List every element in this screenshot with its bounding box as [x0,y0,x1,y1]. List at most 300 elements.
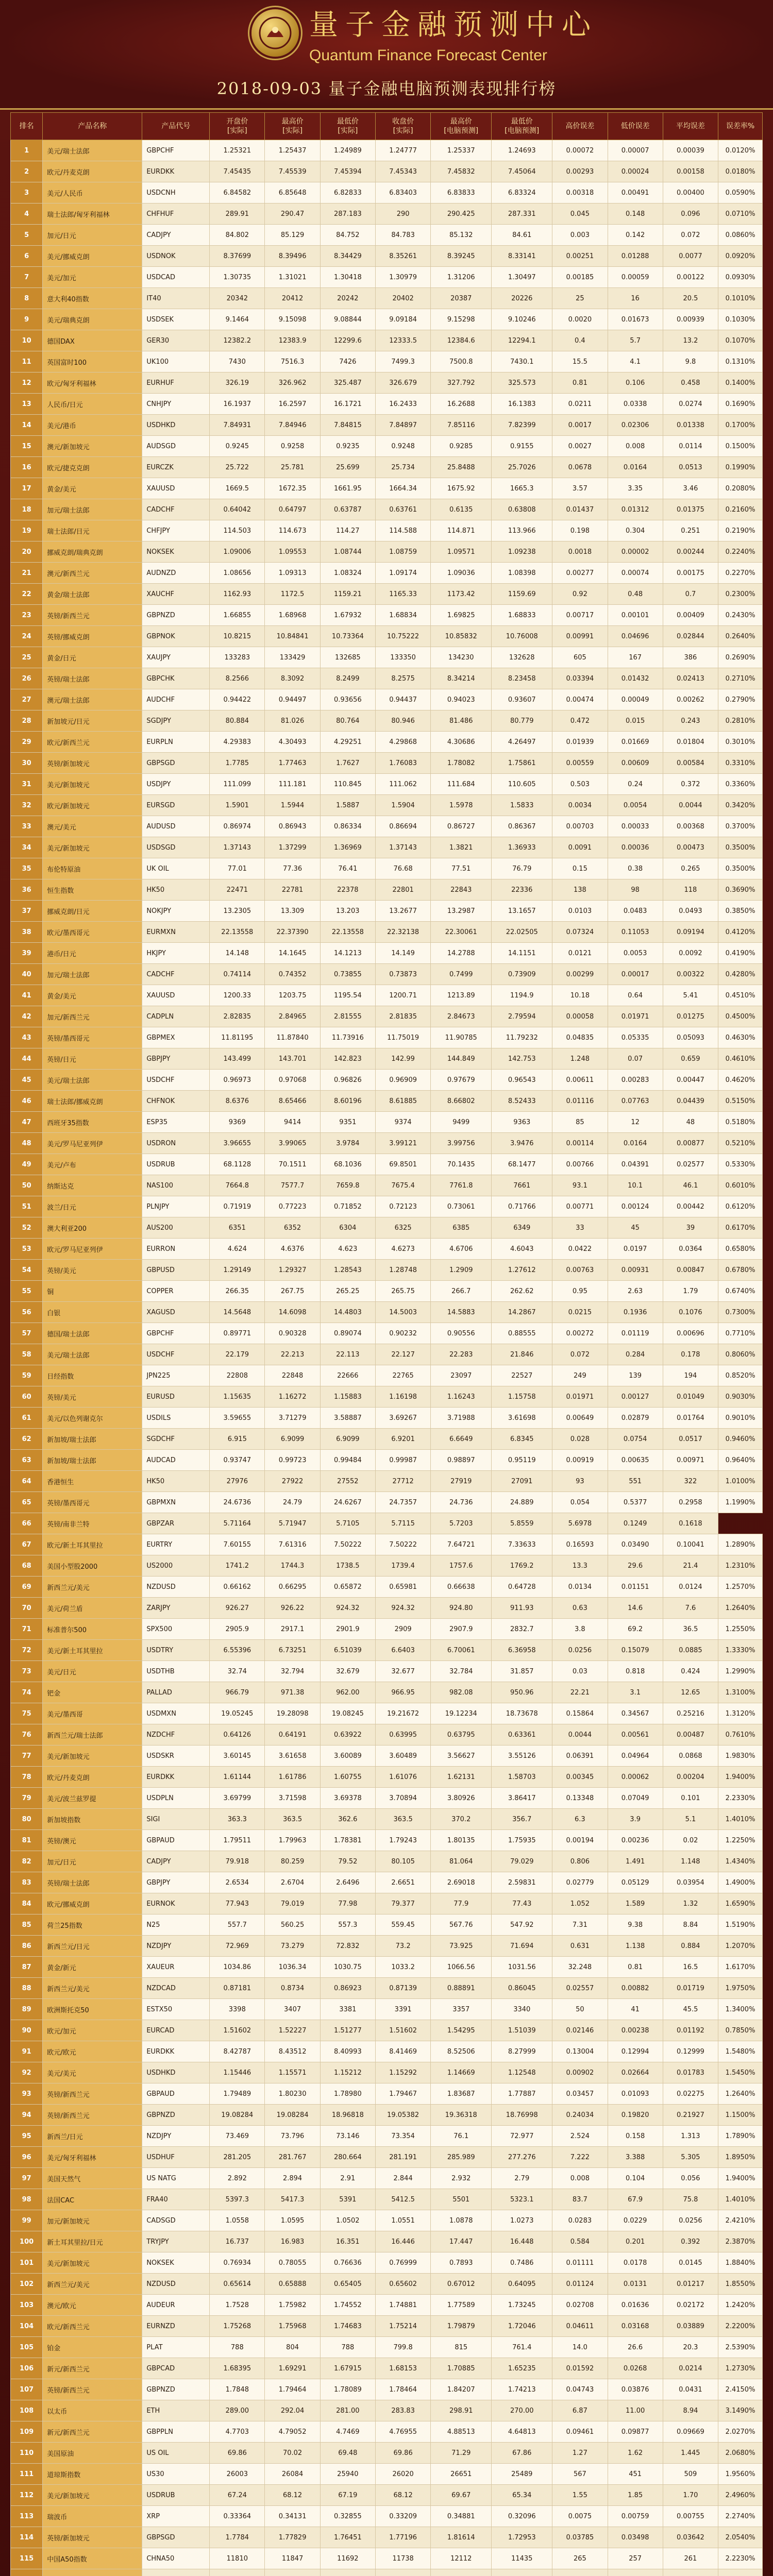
table-cell: 4.30493 [265,732,320,753]
table-cell: 2.79 [492,2168,552,2189]
table-cell: 0.0214 [663,2358,718,2379]
table-cell: 7675.4 [375,1175,430,1196]
table-row [11,1027,763,1048]
table-cell: 79.029 [492,1851,552,1872]
table-cell: 16.2597 [265,394,320,415]
table-cell: 11435 [492,2548,552,2569]
table-cell: 1.78381 [320,1830,375,1851]
table-cell: 8.2575 [375,668,430,689]
table-cell: 6.73251 [265,1640,320,1661]
table-cell: 57 [11,1323,43,1344]
table-cell: 1.77829 [265,2527,320,2548]
table-cell: 322 [663,1471,718,1492]
table-cell: 11692 [320,2548,375,2569]
table-cell: 0.15 [552,858,608,879]
table-cell: 144.849 [431,1048,492,1070]
table-cell: 0.104 [608,2168,663,2189]
table-cell: 73.279 [265,1936,320,1957]
table-cell: 5391 [320,2189,375,2210]
table-cell: 1.85 [608,2485,663,2506]
table-cell: 22.213 [265,1344,320,1365]
table-cell: 11.73916 [320,1027,375,1048]
table-cell: UK OIL [142,858,210,879]
table-cell: 7.84931 [210,415,265,436]
table-cell: 0.01673 [608,309,663,330]
table-cell: 71.29 [431,2443,492,2464]
table-cell: 1.28543 [320,1260,375,1281]
table-cell: 0.66162 [210,1577,265,1598]
table-cell: 1.76083 [375,753,430,774]
table-cell: 81.064 [431,1851,492,1872]
table-cell: 22527 [492,1365,552,1386]
table-cell: 68.12 [265,2485,320,2506]
table-row [11,2168,763,2189]
table-cell: 英镑/新西兰元 [43,2379,142,2400]
table-row [11,2252,763,2274]
table-cell: 27922 [265,1471,320,1492]
table-cell: 13.2305 [210,901,265,922]
table-cell: GBPNZD [142,605,210,626]
table-cell: 69.86 [210,2443,265,2464]
table-cell: GBPCAD [142,2358,210,2379]
table-cell: 0.0134 [552,1577,608,1598]
table-cell: 0.0513 [663,457,718,478]
table-cell: 6.8345 [492,1429,552,1450]
table-cell: USDCHF [142,1344,210,1365]
table-cell: 3.71279 [265,1408,320,1429]
table-cell: 0.884 [663,1936,718,1957]
table-cell: 1.8550% [718,2274,763,2295]
table-cell: 2.4150% [718,2379,763,2400]
table-cell: 1.52227 [265,2020,320,2041]
table-row [11,1133,763,1154]
table-cell: 2.91 [320,2168,375,2189]
table-cell: 2 [11,161,43,182]
table-cell: 143.701 [265,1048,320,1070]
table-cell: 8.27999 [492,2041,552,2062]
table-cell: 451 [608,2464,663,2485]
table-cell: 英镑/新西兰元 [43,2083,142,2105]
table-cell: 0.1400% [718,372,763,394]
table-cell: 103 [11,2295,43,2316]
table-row [11,330,763,351]
table-cell: 3.56627 [431,1745,492,1767]
table-cell: 1.24693 [492,140,552,161]
table-cell: 0.1936 [608,1302,663,1323]
table-cell: 20342 [210,288,265,309]
table-cell: 1.6590% [718,1893,763,1914]
table-cell: 19.05382 [375,2105,430,2126]
table-cell: 0.458 [663,372,718,394]
table-cell: 0.07 [608,1048,663,1070]
table-cell: 111.099 [210,774,265,795]
table-cell: 港币/日元 [43,943,142,964]
table-cell: 0.04743 [552,2379,608,2400]
table-row [11,1323,763,1344]
table-cell: 76.41 [320,858,375,879]
table-cell: 0.73061 [431,1196,492,1217]
table-cell: ESP35 [142,1112,210,1133]
table-cell: 7.31 [552,1914,608,1936]
table-cell: 70.1511 [265,1154,320,1175]
table-cell: 142.753 [492,1048,552,1070]
table-cell: COPPER [142,1281,210,1302]
table-cell: 22.13558 [210,922,265,943]
table-cell: XAUEUR [142,1957,210,1978]
table-cell: 1.445 [663,2443,718,2464]
table-cell: 1.24989 [320,140,375,161]
table-cell: 1.73245 [492,2295,552,2316]
table-cell: 1.2730% [718,2358,763,2379]
table-cell: 1.9400% [718,1767,763,1788]
table-cell: 22843 [431,879,492,901]
table-row [11,2443,763,2464]
table-cell: 0.4190% [718,943,763,964]
table-cell: 73 [11,1661,43,1682]
table-cell: 0.01437 [552,499,608,520]
table-cell: GBPCHF [142,140,210,161]
table-cell: 欧元/墨西哥元 [43,922,142,943]
table-cell: 25940 [320,2464,375,2485]
table-cell: 1.2310% [718,1555,763,1577]
table-cell: 0.02664 [608,2062,663,2083]
table-cell: 0.71919 [210,1196,265,1217]
table-cell: 0.63795 [431,1724,492,1745]
table-cell: 25.7026 [492,457,552,478]
table-cell: 0.01275 [663,1006,718,1027]
table-cell: 0.00717 [552,605,608,626]
table-cell: 18 [11,499,43,520]
table-row [11,985,763,1006]
table-cell: 0.64728 [492,1577,552,1598]
table-cell: USDSEK [142,309,210,330]
table-cell: 14.1151 [492,943,552,964]
table-cell: 1.7528 [210,2295,265,2316]
table-cell: 0.0178 [608,2252,663,2274]
table-cell: USDMXN [142,1703,210,1724]
table-cell: 76.1 [431,2126,492,2147]
table-cell: 加元/日元 [43,1851,142,1872]
table-cell: 8.34429 [320,246,375,267]
table-cell: 70 [11,1598,43,1619]
table-cell: 557.7 [210,1914,265,1936]
table-cell: 新加坡/瑞士法郎 [43,1450,142,1471]
table-cell: 7661 [492,1175,552,1196]
table-cell: 8.94 [663,2400,718,2421]
table-cell: 1.148 [663,1851,718,1872]
table-cell: 19.21672 [375,1703,430,1724]
table-cell: 3.60489 [375,1745,430,1767]
table-cell: 67 [11,1534,43,1555]
table-row [11,415,763,436]
table-cell: 22471 [210,879,265,901]
table-cell: 6349 [492,1217,552,1239]
ranking-table-container [10,112,763,2576]
table-cell: 7.84897 [375,415,430,436]
table-cell: 以太币 [43,2400,142,2421]
table-cell: 0.5377 [608,1492,663,1513]
table-cell: 2.894 [265,2168,320,2189]
table-cell: 英镑/新西兰元 [43,2105,142,2126]
table-cell: 0.00158 [663,161,718,182]
table-cell: 0.00072 [552,140,608,161]
table-cell: 10.8215 [210,626,265,647]
table-cell: XAUUSD [142,478,210,499]
table-cell: 20.3 [663,2337,718,2358]
table-cell: 35 [11,858,43,879]
table-cell: 1.5833 [492,795,552,816]
table-cell: 0.5180% [718,1112,763,1133]
table-cell: 0.87139 [375,1978,430,1999]
table-cell: 3.61698 [492,1408,552,1429]
table-cell: EURUSD [142,1386,210,1408]
table-cell: 0.63361 [492,1724,552,1745]
table-cell: 0.1690% [718,394,763,415]
table-row [11,1281,763,1302]
table-cell: 0.16593 [552,1534,608,1555]
table-cell: 0.03490 [608,1534,663,1555]
table-cell: ESTX50 [142,1999,210,2020]
table-cell: 167 [608,647,663,668]
table-row [11,1851,763,1872]
table-cell: 1.31206 [431,267,492,288]
table-cell: 77.9 [431,1893,492,1914]
table-cell: 7.84815 [320,415,375,436]
table-row [11,2126,763,2147]
table-cell: 3.388 [608,2147,663,2168]
table-cell: 6.83324 [492,182,552,204]
table-cell: NOKJPY [142,901,210,922]
table-cell: 1036.34 [265,1957,320,1978]
table-cell: 7.33633 [492,1534,552,1555]
table-cell: 3.61658 [265,1745,320,1767]
table-cell: 0.00244 [663,541,718,563]
table-cell: 23 [11,605,43,626]
table-cell: 4.79052 [265,2421,320,2443]
table-cell: 16.983 [265,2231,320,2252]
table-cell: 132628 [492,647,552,668]
table-cell: 0.4610% [718,1048,763,1070]
table-cell: 7577.7 [265,1175,320,1196]
table-cell: 0.86943 [265,816,320,837]
table-row [11,2295,763,2316]
table-cell: 0.0860% [718,225,763,246]
table-cell: 0.48 [608,584,663,605]
table-row [11,1260,763,1281]
table-cell: 0.0364 [663,1239,718,1260]
table-cell: 0.65981 [375,1577,430,1598]
table-cell: 54 [11,1260,43,1281]
table-cell: 356.7 [492,1809,552,1830]
table-cell: 1.65235 [492,2358,552,2379]
table-cell: 12 [608,1112,663,1133]
table-cell: 0.198 [552,520,608,541]
column-header: 最高价 [实际] [265,113,320,140]
table-cell: 326.19 [210,372,265,394]
table-cell: USDTHB [142,1661,210,1682]
table-cell: 53 [11,1239,43,1260]
table-cell: 11847 [265,2548,320,2569]
table-cell: 2.4210% [718,2210,763,2231]
table-cell: 0.03876 [608,2379,663,2400]
table-cell: 1.75935 [492,1830,552,1851]
table-cell: 0.00017 [608,964,663,985]
table-row [11,1154,763,1175]
table-row [11,1534,763,1555]
table-cell: 16.2433 [375,394,430,415]
table-cell: 8.52433 [492,1091,552,1112]
table-cell: 1.7784 [210,2527,265,2548]
table-cell: 0.9258 [265,436,320,457]
table-cell: 1.75968 [265,2316,320,2337]
table-cell: 0.0017 [552,415,608,436]
table-cell: 280.664 [320,2147,375,2168]
table-cell: 人民币/日元 [43,394,142,415]
table-cell: 79.52 [320,1851,375,1872]
table-cell: 1200.33 [210,985,265,1006]
table-row [11,1365,763,1386]
table-cell: 22.21 [552,1682,608,1703]
table-cell: 1.77589 [431,2295,492,2316]
table-row [11,288,763,309]
table-cell: 22765 [375,1365,430,1386]
table-cell: 2.6651 [375,1872,430,1893]
table-cell: 美元/港币 [43,415,142,436]
table-cell: 32.784 [431,1661,492,1682]
table-cell: 14.0 [552,2337,608,2358]
table-cell: 0.04611 [552,2316,608,2337]
table-cell: 0.00277 [552,563,608,584]
table-cell: 3.9 [608,1809,663,1830]
table-cell: 0.00322 [663,964,718,985]
table-cell: 966.95 [375,1682,430,1703]
table-cell: 262.62 [492,1281,552,1302]
table-cell: 0.76999 [375,2252,430,2274]
table-cell: 0.00474 [552,689,608,710]
table-cell: 31 [11,774,43,795]
table-cell: 1.74213 [492,2379,552,2400]
table-cell: 欧元/加元 [43,2020,142,2041]
table-cell: NZDUSD [142,2274,210,2295]
table-cell: 9.8 [663,351,718,372]
table-cell: 16.1383 [492,394,552,415]
table-cell: TRYJPY [142,2231,210,2252]
table-cell: 0.01592 [552,2358,608,2379]
table-cell: USDRON [142,1133,210,1154]
table-cell: 111 [11,2464,43,2485]
table-cell: 挪威克朗/日元 [43,901,142,922]
table-cell: 1.7785 [210,753,265,774]
table-row [11,626,763,647]
table-cell: 19.05245 [210,1703,265,1724]
table-cell: 1.78464 [375,2379,430,2400]
table-cell: 0.4620% [718,1070,763,1091]
table-cell: 新西兰元/日元 [43,1936,142,1957]
table-cell: 美元/新加坡元 [43,2252,142,2274]
table-cell: 22.37390 [265,922,320,943]
table-cell: 0.05335 [608,1027,663,1048]
table-cell: 2.84965 [265,1006,320,1027]
table-cell: 1.9560% [718,2464,763,2485]
table-cell: 0.76636 [320,2252,375,2274]
table-cell: 10.84841 [265,626,320,647]
table-cell: 0.07763 [608,1091,663,1112]
table-cell: 2.2330% [718,1788,763,1809]
table-cell: 21.846 [492,1344,552,1365]
table-cell: 8.40993 [320,2041,375,2062]
table-cell: 1.74683 [320,2316,375,2337]
table-cell: 19.28098 [265,1703,320,1724]
table-cell: 0.0422 [552,1239,608,1260]
table-cell: 0.251 [663,520,718,541]
ranking-table [10,112,763,2576]
ranking-subtitle: 2018-09-03 量子金融电脑预测表现排行榜 [216,79,557,98]
table-cell: 0.98897 [431,1450,492,1471]
table-cell: 4.623 [320,1239,375,1260]
table-cell: 12 [11,372,43,394]
table-cell: 3.69267 [375,1408,430,1429]
table-cell: CHNA50 [142,2548,210,2569]
table-cell: 1.15212 [320,2062,375,2083]
table-cell: 1194.9 [492,985,552,1006]
table-cell: 62 [11,1429,43,1450]
table-cell: 纳斯达克 [43,1175,142,1196]
table-cell: 1.2640% [718,1598,763,1619]
table-cell: 0.2270% [718,563,763,584]
table-cell: 33 [552,1217,608,1239]
table-cell: 13.3 [552,1555,608,1577]
table-cell: N25 [142,1914,210,1936]
table-cell: 1.5904 [375,795,430,816]
table-cell: 0.2710% [718,668,763,689]
table-cell: 6.915 [210,1429,265,1450]
table-cell: 7516.3 [265,351,320,372]
table-cell: 8.23458 [492,668,552,689]
table-cell: 5.7 [608,330,663,351]
table-cell: 0.03498 [608,2527,663,2548]
table-cell: 0.71852 [320,1196,375,1217]
table-cell: 0.25216 [663,1703,718,1724]
table-cell: 2917.1 [265,1619,320,1640]
table-cell: 1.75214 [375,2316,430,2337]
table-cell: ETH [142,2400,210,2421]
table-cell: 0.00991 [552,626,608,647]
table-cell: 89 [11,1999,43,2020]
table-cell: 0.0092 [663,943,718,964]
table-cell: 93.1 [552,1175,608,1196]
table-cell: 0.02413 [663,668,718,689]
table-cell: 8.65466 [265,1091,320,1112]
table-cell: 1.313 [663,2126,718,2147]
table-cell: 0.00204 [663,1767,718,1788]
table-cell: 0.01719 [663,1978,718,1999]
table-cell: 84.752 [320,225,375,246]
table-cell: 3.86417 [492,1788,552,1809]
table-cell: 0.00272 [552,1323,608,1344]
table-row [11,1936,763,1957]
table-cell: 1.5480% [718,2041,763,2062]
table-cell: NZDCAD [142,1978,210,1999]
table-cell: 1.51602 [375,2020,430,2041]
table-cell: 39 [11,943,43,964]
table-cell: 0.00611 [552,1070,608,1091]
table-cell: 63 [11,1450,43,1471]
table-cell: 0.00635 [608,1450,663,1471]
table-cell: 1.78089 [320,2379,375,2400]
table-row [11,478,763,499]
table-cell: 0.072 [663,225,718,246]
table-cell: 56 [11,1302,43,1323]
